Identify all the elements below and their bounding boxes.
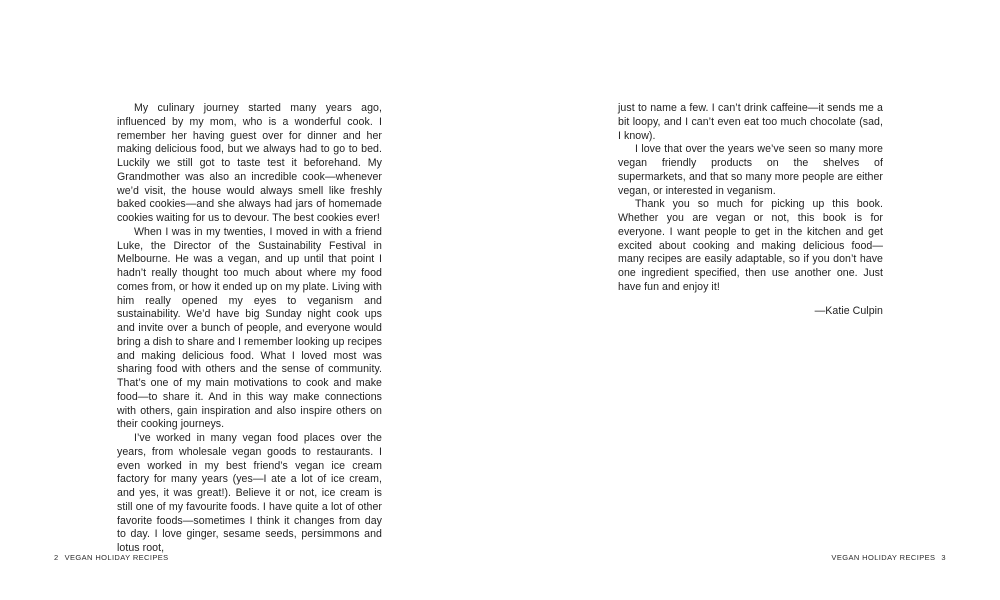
body-paragraph: I love that over the years we’ve seen so many more vegan friendly products on the shelves of supermarkets, and that so many more people are either vegan, or interested in veganism. [618,143,883,197]
running-title: VEGAN HOLIDAY RECIPES [831,553,936,562]
body-paragraph: Thank you so much for picking up this book. Whether you are vegan or not, this book is for everyone. I want people to get in the kitchen and get excited about cooking and making delicious food—many recipes are easily adaptable, so if you don’t have one ingredient specified, then use another one. Just have fun and enjoy it! [618,198,883,293]
left-text-column [117,102,382,556]
left-page-footer [48,553,169,562]
running-title: VEGAN HOLIDAY RECIPES [64,553,169,562]
right-page-footer [831,553,952,562]
body-paragraph: I’ve worked in many vegan food places over the years, from wholesale vegan goods to restaurants. I even worked in my best friend’s vegan ice cream factory for many years (yes—I ate a lot of ice cream, and yes, it was great!). Believe it or not, ice cream is still one of my favourite foods. I have quite a lot of other favorite foods—sometimes I think it changes from day to day. I love ginger, sesame seeds, persimmons and lotus root, [117,432,382,554]
page-number: 2 [54,553,59,562]
right-page [500,0,1000,600]
continued-paragraph: just to name a few. I can’t drink caffeine—it sends me a bit loopy, and I can’t even eat too much chocolate (sad, I know). [618,102,883,142]
page-number: 3 [941,553,946,562]
body-paragraph: My culinary journey started many years ago, influenced by my mom, who is a wonderful cook. I remember her having guest over for dinner and her making delicious food, but we always had to go to bed. Luckily we still got to taste test it beforehand. My Grandmother was also an incredible cook—whenever we’d visit, the house would always smell like freshly baked cookies—and she always had jars of homemade cookies waiting for us to devour. The best cookies ever! [117,102,382,224]
author-signature: —Katie Culpin [814,304,883,317]
body-paragraph: When I was in my twenties, I moved in with a friend Luke, the Director of the Sustainability Festival in Melbourne. He was a vegan, and up until that point I hadn’t really thought too much about where my food comes from, or how it ended up on my plate. Living with him really opened my eyes to veganism and sustainability. We’d have big Sunday night cook ups and invite over a bunch of people, and everyone would bring a dish to share and I remember looking up recipes and making delicious food. What I loved most was sharing food with others and the sense of community. That’s one of my main motivations to cook and make food—to share it. And in this way make connections with others, gain inspiration and also inspire others on their cooking journeys. [117,225,382,431]
right-text-column [618,102,883,318]
